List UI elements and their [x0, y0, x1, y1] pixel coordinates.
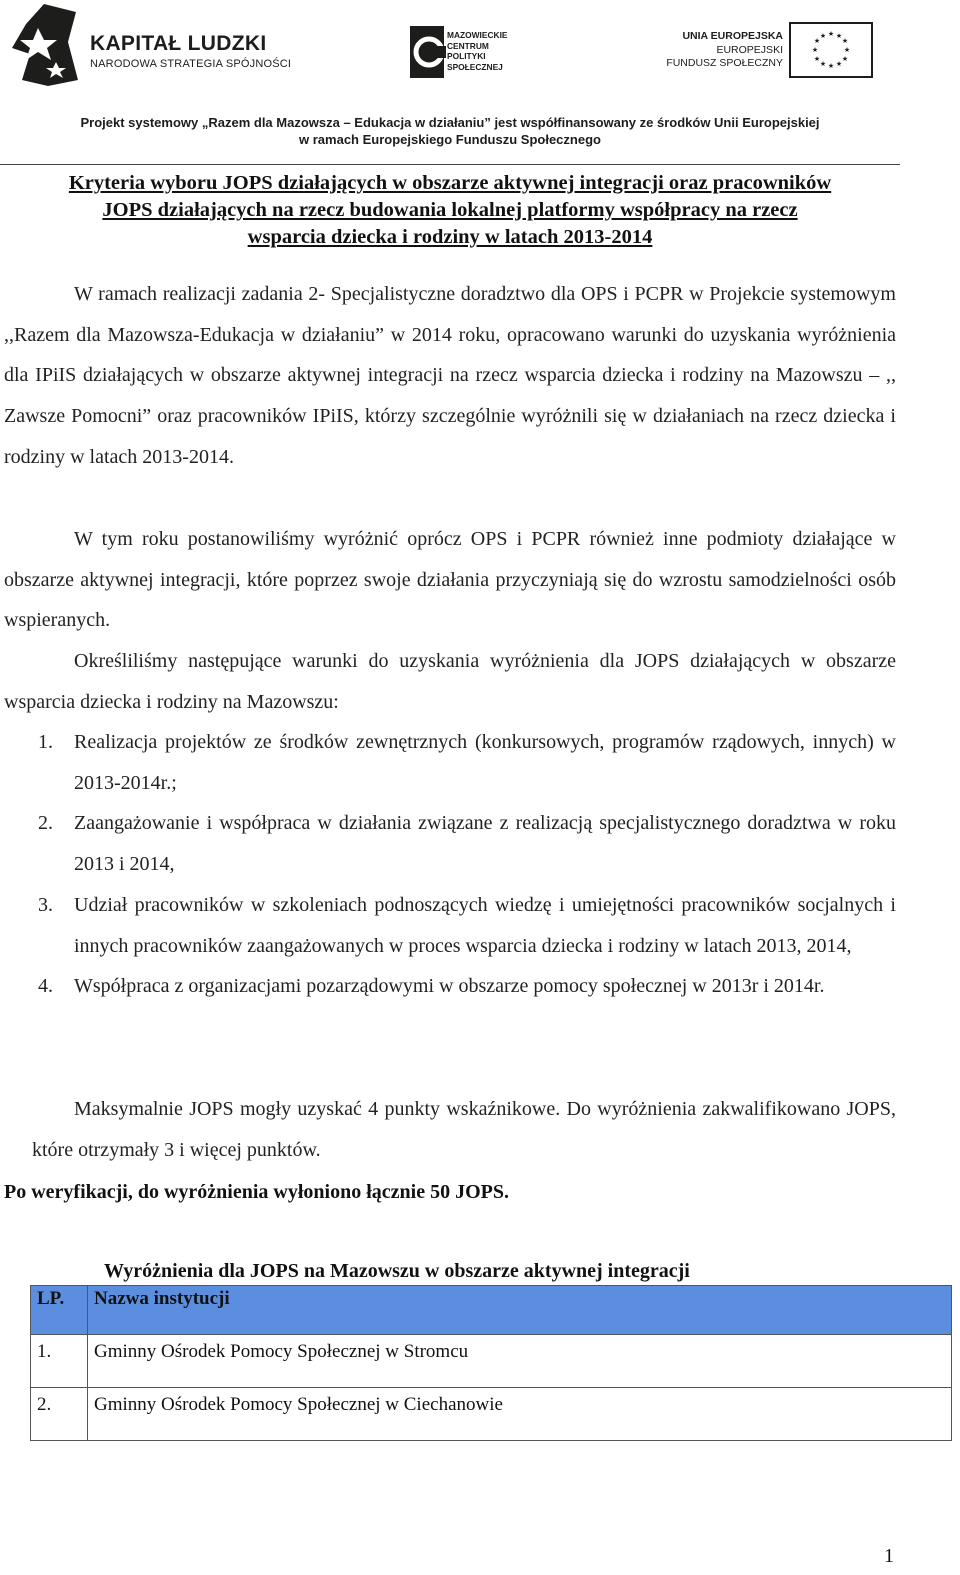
- list-item-text: Zaangażowanie i współpraca w działania związane z realizacją specjalistycznego doradztwa w roku 2013 i 2014,: [74, 812, 896, 876]
- mcps-emblem-icon: [410, 24, 446, 80]
- row-lp: 2.: [31, 1388, 88, 1441]
- list-item: [0, 722, 896, 803]
- svg-text:★: ★: [841, 37, 849, 45]
- eu-logo-line2: EUROPEJSKI: [716, 44, 783, 56]
- scope-paragraph: W tym roku postanowiliśmy wyróżnić oprócz OPS i PCPR również inne podmioty działające w obszarze aktywnej integracji, które poprzez swoje działania przyczyniają się do wzrostu samodzielności osób wspieranych.: [4, 528, 896, 632]
- header-institution-name: Nazwa instytucji: [88, 1286, 952, 1335]
- kapital-ludzki-subtitle: NARODOWA STRATEGIA SPÓJNOŚCI: [90, 58, 292, 70]
- svg-text:★: ★: [835, 60, 843, 68]
- table-header-row: [31, 1286, 952, 1335]
- svg-text:★: ★: [813, 37, 821, 45]
- mcps-line: MAZOWIECKIE: [447, 30, 508, 40]
- document-title: [0, 170, 900, 251]
- svg-text:★: ★: [827, 62, 835, 70]
- svg-text:★: ★: [841, 55, 849, 63]
- project-note-line: w ramach Europejskiego Funduszu Społecznego: [299, 132, 601, 147]
- list-item: [0, 803, 896, 884]
- list-item-number: 4.: [38, 975, 53, 998]
- mcps-logo: [410, 24, 520, 84]
- list-item-number: 1.: [38, 731, 53, 753]
- conditions-list: [0, 722, 896, 1007]
- header-divider: [0, 164, 900, 165]
- eu-logo-line3: FUNDUSZ SPOŁECZNY: [666, 57, 783, 69]
- mcps-line: SPOŁECZNEJ: [447, 61, 503, 72]
- mcps-line: POLITYKI: [447, 51, 486, 61]
- svg-text:★: ★: [827, 30, 835, 38]
- list-item-text: Realizacja projektów ze środków zewnętrznych (konkursowych, programów rządowych, innych) w 2013-2014r.;: [74, 731, 896, 794]
- mcps-line: CENTRUM: [447, 40, 489, 51]
- conditions-intro-paragraph: Określiliśmy następujące warunki do uzyskania wyróżnienia dla JOPS działających w obszarze wsparcia dziecka i rodziny na Mazowszu:: [4, 650, 896, 713]
- svg-text:★: ★: [843, 46, 851, 54]
- eu-logo-line1: UNIA EUROPEJSKA: [682, 30, 783, 42]
- list-item: [0, 885, 896, 966]
- row-institution-name: Gminny Ośrodek Pomocy Społecznej w Ciechanowie: [88, 1388, 952, 1441]
- summary-line: Po weryfikacji, do wyróżnienia wyłoniono łącznie 50 JOPS.: [4, 1181, 509, 1203]
- list-item-number: 2.: [38, 812, 53, 835]
- table-row: [31, 1388, 952, 1441]
- svg-text:★: ★: [835, 32, 843, 40]
- points-paragraph: Maksymalnie JOPS mogły uzyskać 4 punkty wskaźnikowe. Do wyróżnienia zakwalifikowano JOPS, które otrzymały 3 i więcej punktów.: [32, 1098, 896, 1161]
- list-item-text: Współpraca z organizacjami pozarządowymi w obszarze pomocy społecznej w 2013r i 2014r.: [74, 975, 825, 998]
- list-item: [0, 966, 896, 1007]
- table-title: Wyróżnienia dla JOPS na Mazowszu w obszarze aktywnej integracji: [104, 1260, 690, 1282]
- page-number: 1: [884, 1545, 894, 1567]
- header-lp: LP.: [31, 1286, 88, 1335]
- kapital-ludzki-title: KAPITAŁ LUDZKI: [90, 32, 267, 55]
- project-cofinancing-note: [0, 114, 900, 148]
- title-line: JOPS działających na rzecz budowania lokalnej platformy współpracy na rzecz: [102, 199, 798, 221]
- list-item-number: 3.: [38, 893, 53, 916]
- intro-paragraph: W ramach realizacji zadania 2- Specjalistyczne doradztwo dla OPS i PCPR w Projekcie systemowym ,,Razem dla Mazowsza-Edukacja w działaniu” w 2014 roku, opracowano warunki do uzyskania wyróżnienia dla IPiIS działających w obszarze aktywnej integracji na rzecz wsparcia dziecka i rodziny na Mazowszu – ,, Zawsze Pomocni” oraz pracowników IPiIS, którzy szczególnie wyróżnili się w działaniach na rzecz dziecka i rodziny w latach 2013-2014.: [4, 283, 896, 468]
- title-line: Kryteria wyboru JOPS działających w obszarze aktywnej integracji oraz pracowników: [68, 172, 832, 194]
- eu-logo: [665, 20, 875, 82]
- svg-text:★: ★: [811, 46, 819, 54]
- row-institution-name: Gminny Ośrodek Pomocy Społecznej w Stromcu: [88, 1335, 952, 1388]
- project-note-line: Projekt systemowy „Razem dla Mazowsza – Edukacja w działaniu” jest współfinansowany ze środków Unii Europejskiej: [80, 115, 820, 130]
- svg-text:★: ★: [819, 60, 827, 68]
- svg-text:★: ★: [813, 55, 821, 63]
- awards-table: [30, 1285, 952, 1441]
- mcps-text: [447, 30, 507, 72]
- table-row: [31, 1335, 952, 1388]
- kapital-ludzki-emblem-icon: [8, 2, 88, 90]
- row-lp: 1.: [31, 1335, 88, 1388]
- title-line: wsparcia dziecka i rodziny w latach 2013-2014: [247, 226, 653, 248]
- svg-text:★: ★: [819, 32, 827, 40]
- list-item-text: Udział pracowników w szkoleniach podnoszących wiedzę i umiejętności pracowników socjalnych i innych pracowników zaangażowanych w proces wsparcia dziecka i rodziny w latach 2013, 2014,: [74, 893, 896, 957]
- eu-flag-icon: [789, 22, 873, 78]
- kapital-ludzki-logo: [8, 2, 298, 92]
